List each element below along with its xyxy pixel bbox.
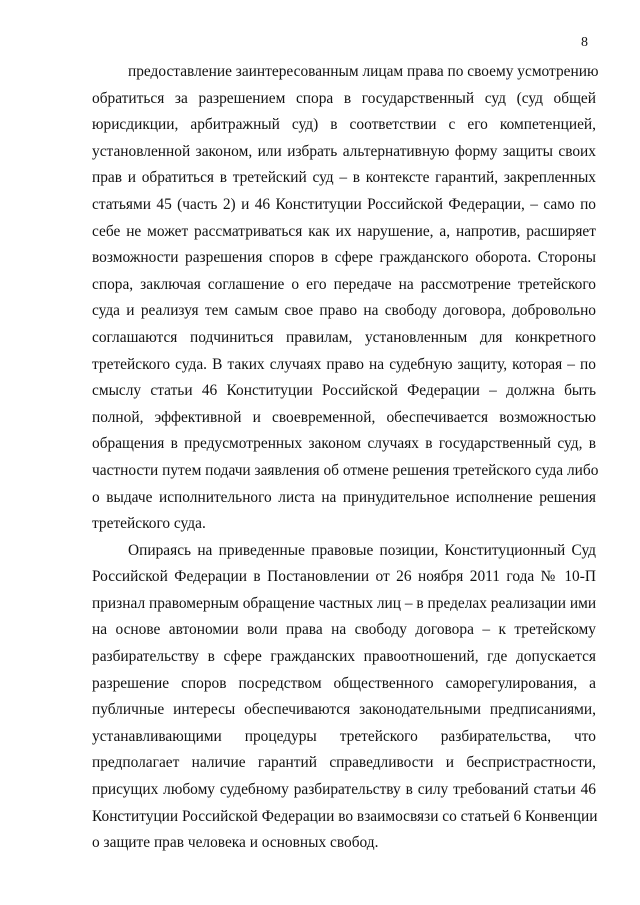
text-line: установленной законом, или избрать альтернативную форму защиты своих xyxy=(92,142,596,160)
text-line: Конституции Российской Федерации во взаимосвязи со статьей 6 Конвенции xyxy=(92,807,598,825)
body-text xyxy=(92,59,599,857)
text-line: о выдаче исполнительного листа на принудительное исполнение решения xyxy=(92,488,596,506)
text-line: разбирательству в сфере гражданских правоотношений, где допускается xyxy=(92,648,596,666)
text-line: присущих любому судебному разбирательству в силу требований статьи 46 xyxy=(92,781,596,799)
text-line: разрешение споров посредством общественного саморегулирования, а xyxy=(92,674,596,692)
paragraph-2 xyxy=(92,538,596,857)
text-line: на основе автономии воли права на свободу договора – к третейскому xyxy=(92,621,596,639)
paragraph-1 xyxy=(92,59,599,538)
text-line: смыслу статьи 46 Конституции Российской Федерации – должна быть xyxy=(92,382,596,400)
text-line: частности путем подачи заявления об отмене решения третейского суда либо xyxy=(92,461,599,479)
text-line: обратиться за разрешением спора в государственный суд (суд общей xyxy=(92,89,596,107)
text-line: устанавливающими процедуры третейского разбирательства, что xyxy=(92,727,596,745)
text-line: предполагает наличие гарантий справедливости и беспристрастности, xyxy=(92,754,596,772)
text-line: статьями 45 (часть 2) и 46 Конституции Российской Федерации, – само по xyxy=(92,195,596,213)
text-line: обращения в предусмотренных законом случаях в государственный суд, в xyxy=(92,435,596,453)
text-line: третейского суда. xyxy=(92,515,206,533)
text-line: суда и реализуя тем самым свое право на свободу договора, добровольно xyxy=(92,302,596,320)
text-line: третейского суда. В таких случаях право на судебную защиту, которая – по xyxy=(92,355,596,373)
text-line: признал правомерным обращение частных лиц – в пределах реализации ими xyxy=(92,594,597,612)
text-line: прав и обратиться в третейский суд – в контексте гарантий, закрепленных xyxy=(92,169,596,187)
text-line: соглашаются подчиниться правилам, установленным для конкретного xyxy=(92,328,596,346)
text-line: спора, заключая соглашение о его передаче на рассмотрение третейского xyxy=(92,275,596,293)
text-line: предоставление заинтересованным лицам права по своему усмотрению xyxy=(128,63,599,80)
text-line: Опираясь на приведенные правовые позиции, Конституционный Суд xyxy=(128,541,596,559)
text-line: о защите прав человека и основных свобод. xyxy=(92,834,379,852)
page-number: 8 xyxy=(581,35,588,50)
text-line: себе не может рассматриваться как их нарушение, а, напротив, расширяет xyxy=(92,222,596,240)
text-line: юрисдикции, арбитражный суд) в соответствии с его компетенцией, xyxy=(92,116,596,134)
text-line: Российской Федерации в Постановлении от 26 ноября 2011 года № 10-П xyxy=(92,568,596,586)
text-line: полной, эффективной и своевременной, обеспечивается возможностью xyxy=(92,408,596,426)
text-line: публичные интересы обеспечиваются законодательными предписаниями, xyxy=(92,701,596,719)
text-line: возможности разрешения споров в сфере гражданского оборота. Стороны xyxy=(92,249,596,267)
